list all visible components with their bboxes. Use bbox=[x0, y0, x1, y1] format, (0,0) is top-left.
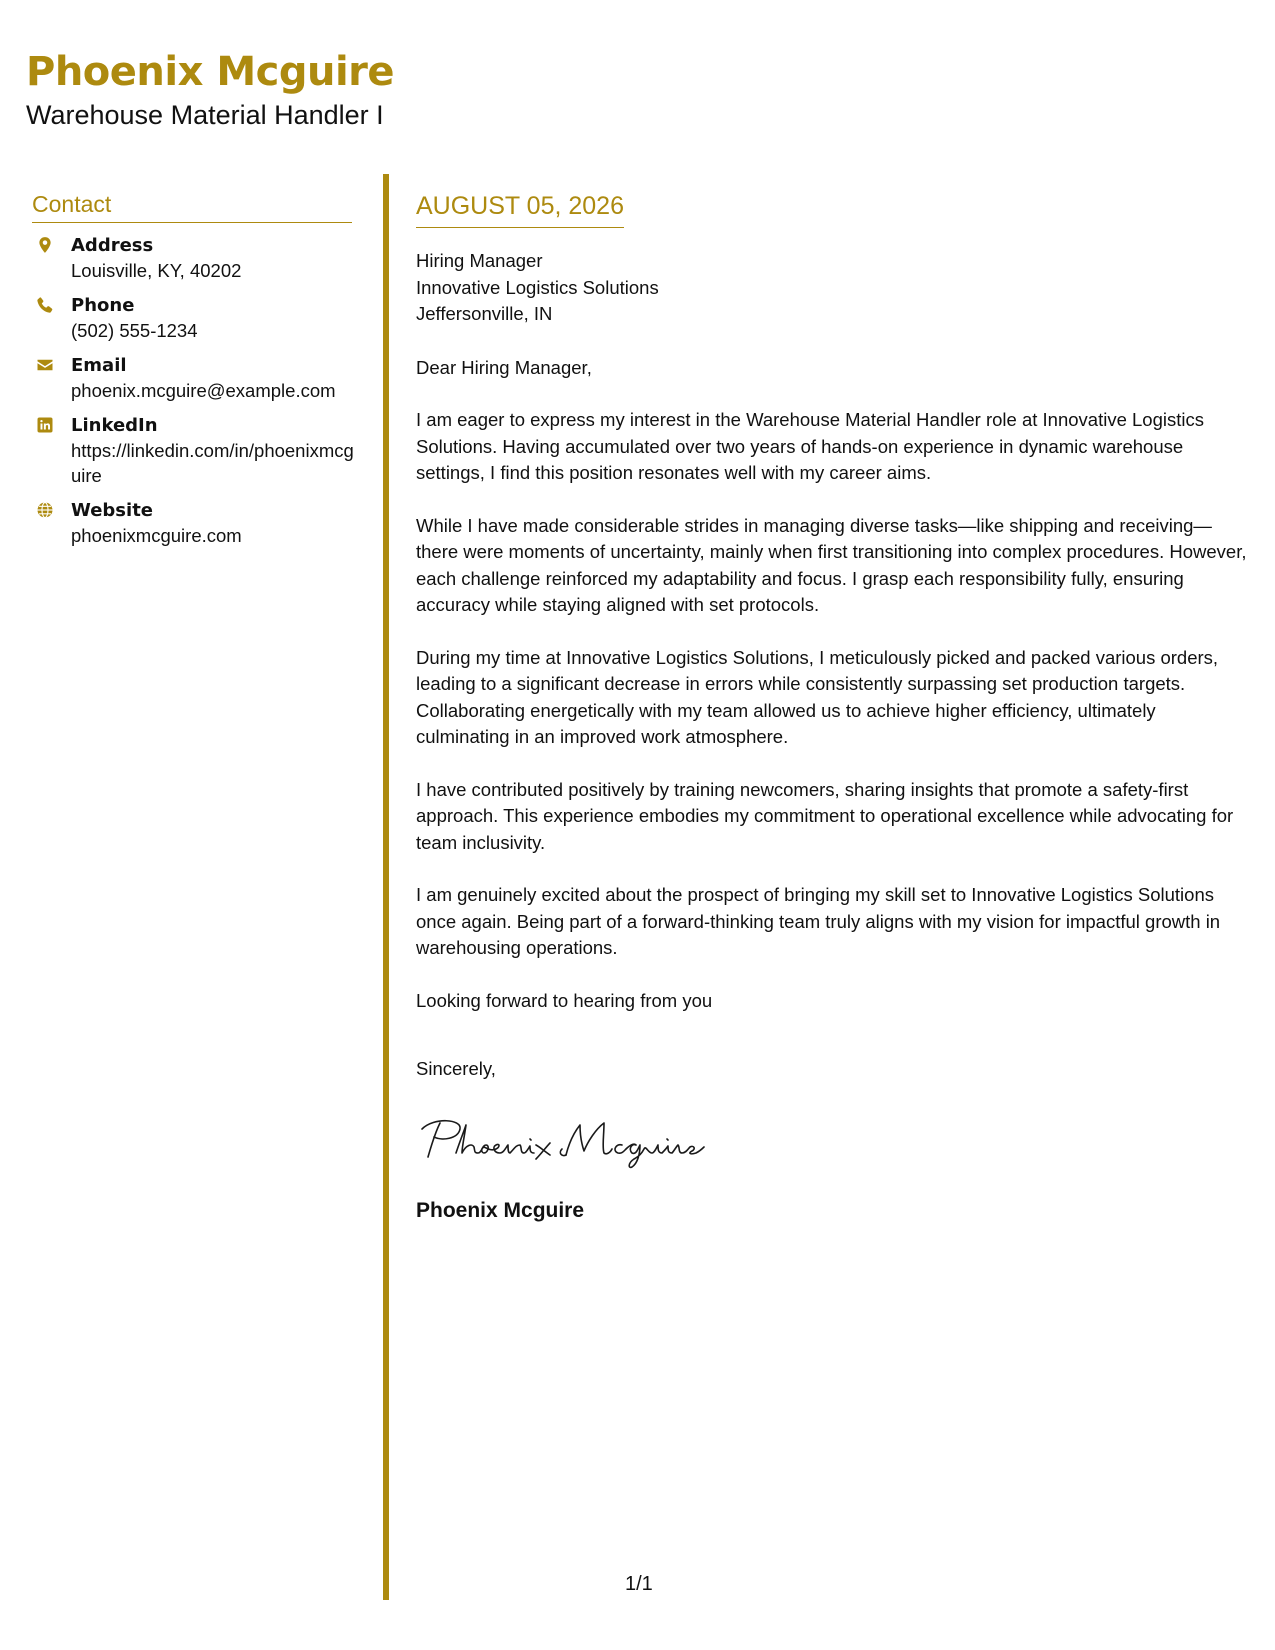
contact-value-email[interactable]: phoenix.mcguire@example.com bbox=[71, 380, 336, 401]
printed-name: Phoenix Mcguire bbox=[416, 1198, 585, 1222]
letter-paragraph: I am genuinely excited about the prospect of bringing my skill set to Innovative Logistics Solutions once again. Being part of a forward-thinking team truly aligns with my vision for impactful growth in warehousing operations. bbox=[416, 884, 1221, 958]
letter-paragraph: While I have made considerable strides in managing diverse tasks—like shipping and receiving—there were moments of uncertainty, mainly when first transitioning into complex procedures. However, each challenge reinforced my adaptability and focus. I grasp each responsibility fully, ensuring accuracy while staying aligned with set protocols. bbox=[416, 514, 1247, 615]
recipient-location: Jeffersonville, IN bbox=[416, 303, 553, 324]
closing-line: Looking forward to hearing from you bbox=[416, 989, 713, 1011]
contact-label-website: Website bbox=[71, 500, 154, 521]
contact-value-phone: (502) 555-1234 bbox=[71, 320, 198, 341]
contact-item-phone bbox=[32, 294, 362, 343]
page-number: 1/1 bbox=[625, 1573, 653, 1595]
contact-heading: Contact bbox=[32, 190, 352, 223]
contact-item-website bbox=[32, 499, 362, 548]
job-title: Warehouse Material Handler I bbox=[26, 100, 384, 130]
sign-off: Sincerely, bbox=[416, 1058, 496, 1079]
contact-item-email bbox=[32, 354, 362, 403]
recipient-block bbox=[416, 248, 1251, 328]
contact-list bbox=[32, 234, 362, 559]
contact-value-address: Louisville, KY, 40202 bbox=[71, 260, 242, 281]
applicant-name: Phoenix Mcguire bbox=[26, 49, 395, 95]
contact-label-address: Address bbox=[71, 235, 154, 256]
recipient-company: Innovative Logistics Solutions bbox=[416, 276, 659, 298]
recipient-title: Hiring Manager bbox=[416, 250, 543, 271]
contact-value-linkedin[interactable]: https://linkedin.com/in/phoenixmcguire bbox=[71, 440, 354, 486]
letter-paragraph: I am eager to express my interest in the Warehouse Material Handler role at Innovative Logistics Solutions. Having accumulated over two years of hands-on experience in dynamic warehouse settings, I find this position resonates well with my career aims. bbox=[416, 409, 1204, 483]
contact-value-website[interactable]: phoenixmcguire.com bbox=[71, 525, 242, 546]
map-pin-icon bbox=[36, 236, 54, 254]
linkedin-icon bbox=[36, 416, 54, 434]
letter-body bbox=[416, 190, 1251, 1225]
letter-date: AUGUST 05, 2026 bbox=[416, 190, 624, 228]
phone-icon bbox=[36, 296, 54, 314]
handwritten-signature bbox=[416, 1113, 716, 1173]
salutation: Dear Hiring Manager, bbox=[416, 356, 592, 378]
letter-paragraph: I have contributed positively by training newcomers, sharing insights that promote a safety-first approach. This experience embodies my commitment to operational excellence while advocating for team inclusivity. bbox=[416, 778, 1234, 853]
vertical-divider bbox=[383, 174, 389, 1600]
globe-icon bbox=[36, 501, 54, 519]
contact-label-linkedin: LinkedIn bbox=[71, 415, 158, 436]
contact-label-email: Email bbox=[71, 355, 127, 376]
contact-item-address bbox=[32, 234, 362, 283]
contact-label-phone: Phone bbox=[71, 295, 135, 316]
envelope-icon bbox=[36, 356, 54, 374]
letter-paragraph: During my time at Innovative Logistics Solutions, I meticulously picked and packed various orders, leading to a significant decrease in errors while consistently surpassing set production targets. Collaborating energetically with my team allowed us to achieve higher efficiency, ultimately culminating in an improved work atmosphere. bbox=[416, 646, 1219, 747]
contact-item-linkedin bbox=[32, 414, 362, 488]
